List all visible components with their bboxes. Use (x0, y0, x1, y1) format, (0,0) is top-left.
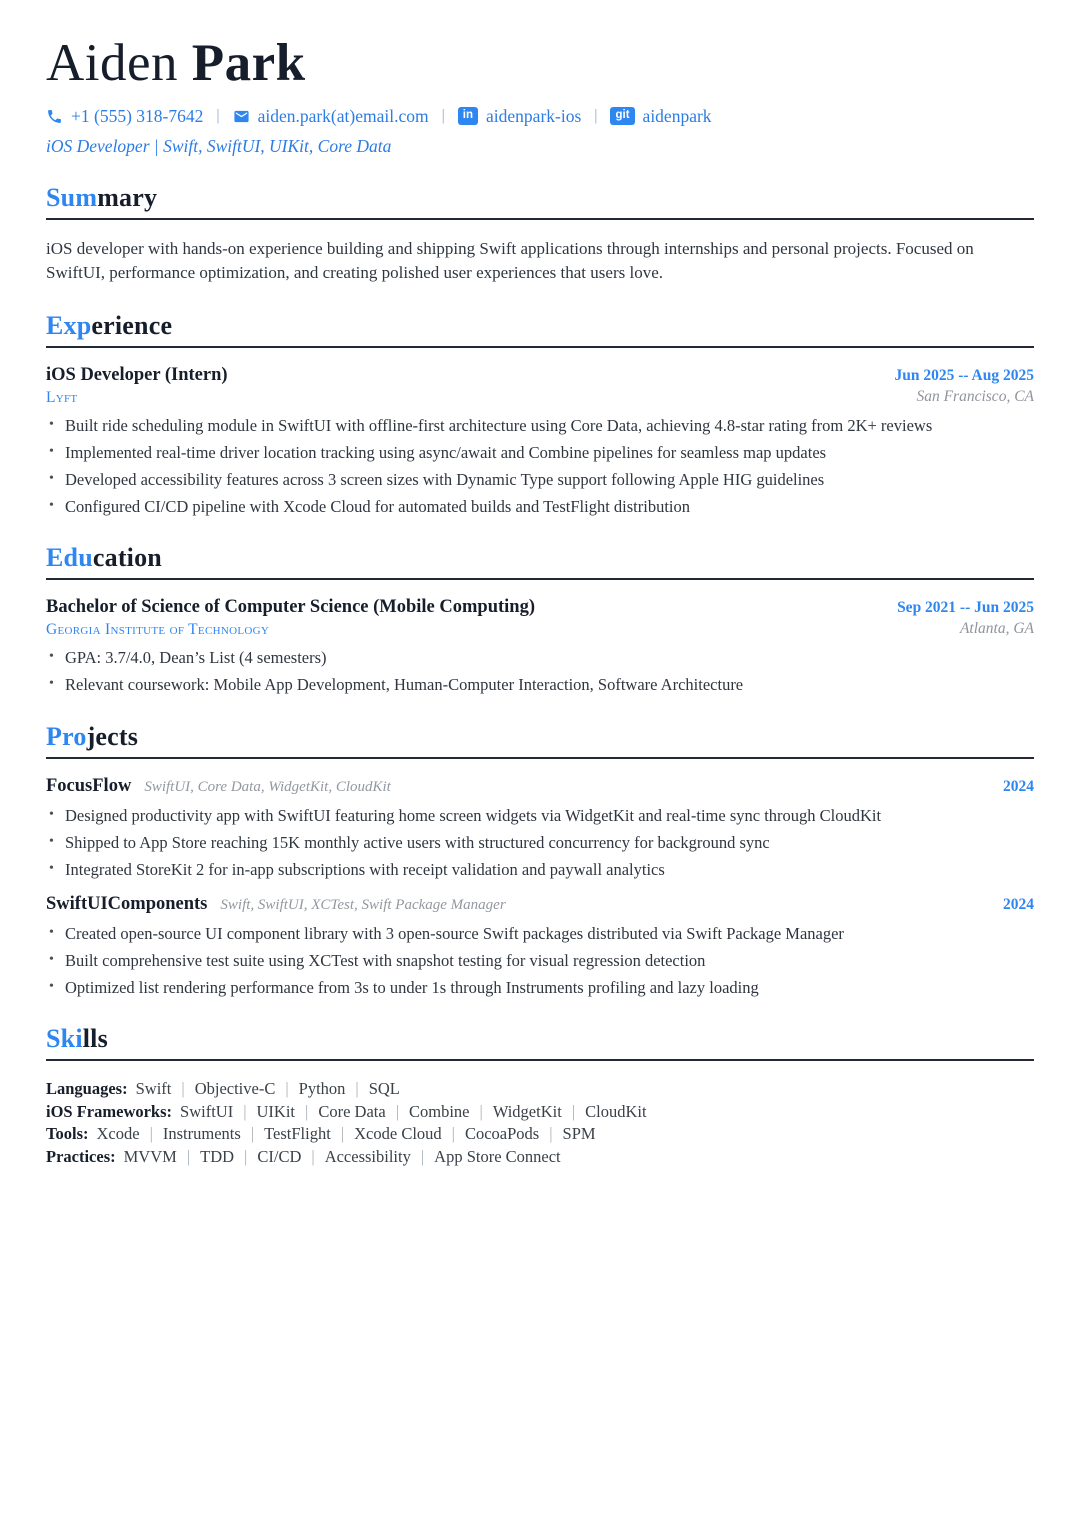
skill-item: Combine (409, 1101, 470, 1121)
git-icon: git (610, 107, 634, 125)
education-location: Atlanta, GA (959, 620, 1034, 638)
skill-separator: | (149, 1124, 153, 1144)
skill-item: CloudKit (585, 1101, 647, 1121)
skill-separator: | (305, 1101, 309, 1121)
skill-item: CI/CD (257, 1146, 302, 1166)
skill-separator: | (311, 1146, 315, 1166)
skills-heading (46, 1024, 1034, 1061)
skill-separator: | (355, 1079, 359, 1099)
project-entry (46, 894, 1034, 998)
skill-separator: | (479, 1101, 483, 1121)
project-bullets (46, 806, 1034, 880)
project-entry (46, 776, 1034, 880)
section-experience (46, 311, 1034, 517)
section-education (46, 543, 1034, 695)
skill-item: SPM (562, 1124, 596, 1144)
linkedin-link[interactable] (458, 106, 581, 127)
projects-heading (46, 722, 1034, 759)
bullet-item: • GPA: 3.7/4.0, Dean’s List (4 semesters) (46, 648, 1034, 668)
job-title: iOS Developer (Intern) (46, 364, 228, 385)
company-name: Lyft (46, 388, 78, 406)
email-icon (233, 108, 250, 125)
school-name: Georgia Institute of Technology (46, 621, 270, 639)
phone-link[interactable] (46, 106, 203, 127)
heading-accent: Exp (46, 310, 92, 340)
education-heading (46, 543, 1034, 580)
skill-item: Swift (135, 1079, 172, 1099)
contact-separator: | (594, 107, 598, 125)
education-bullets (46, 648, 1034, 695)
project-stack: Swift, SwiftUI, XCTest, Swift Package Manager (220, 896, 506, 913)
skill-separator: | (285, 1079, 289, 1099)
tagline: iOS Developer | Swift, SwiftUI, UIKit, Core Data (46, 135, 392, 156)
skill-item: Xcode (96, 1124, 140, 1144)
summary-text: iOS developer with hands-on experience building and shipping Swift applications through internships and personal projects. Focused on SwiftUI, performance optimization, and creating polished user experiences that users love. (46, 238, 974, 282)
bullet-item: • Configured CI/CD pipeline with Xcode Cloud for automated builds and TestFlight distribution (46, 497, 1034, 517)
skill-separator: | (420, 1146, 425, 1166)
project-bullets (46, 924, 1034, 998)
skill-separator: | (181, 1079, 185, 1099)
phone-icon (46, 108, 63, 125)
bullet-item: • Optimized list rendering performance from 3s to under 1s through Instruments profiling and lazy loading (46, 978, 1034, 998)
heading-rest: erience (91, 310, 173, 340)
skill-item: UIKit (256, 1101, 296, 1121)
skill-label: Practices: (46, 1146, 116, 1166)
skill-item: MVVM (123, 1146, 177, 1166)
skill-item: TestFlight (264, 1124, 331, 1144)
skill-row-languages (46, 1078, 1034, 1100)
skill-item: TDD (200, 1146, 235, 1166)
experience-entry (46, 365, 1034, 517)
project-date: 2024 (1003, 777, 1034, 795)
skill-separator: | (451, 1124, 455, 1144)
project-date: 2024 (1003, 895, 1034, 913)
job-location: San Francisco, CA (916, 387, 1034, 405)
resume-header (46, 36, 1034, 157)
bullet-item: • Designed productivity app with SwiftUI featuring home screen widgets via WidgetKit and real-time sync through CloudKit (46, 806, 1034, 826)
skill-item: Xcode Cloud (354, 1124, 442, 1144)
degree-title: Bachelor of Science of Computer Science (Mobile Computing) (46, 597, 535, 618)
linkedin-handle: aidenpark-ios (486, 105, 582, 126)
bullet-item: • Integrated StoreKit 2 for in-app subscriptions with receipt validation and paywall analytics (46, 860, 1034, 880)
github-handle: aidenpark (642, 105, 712, 126)
heading-accent: Edu (46, 543, 93, 573)
project-name: SwiftUIComponents (46, 893, 208, 914)
skill-item: SwiftUI (180, 1101, 234, 1121)
project-stack: SwiftUI, Core Data, WidgetKit, CloudKit (144, 778, 391, 795)
person-name (46, 36, 1034, 92)
skill-row-practices (46, 1146, 1034, 1168)
skill-separator: | (243, 1101, 247, 1121)
last-name: Park (191, 34, 306, 92)
email-address: aiden.park(at)email.com (257, 105, 429, 126)
email-link[interactable] (233, 106, 429, 127)
skill-item: Accessibility (324, 1146, 411, 1166)
bullet-item: • Developed accessibility features across 3 screen sizes with Dynamic Type support following Apple HIG guidelines (46, 470, 1034, 490)
skill-separator: | (244, 1146, 248, 1166)
experience-heading (46, 311, 1034, 348)
skill-item: App Store Connect (434, 1146, 561, 1166)
skill-row-frameworks (46, 1101, 1034, 1123)
summary-heading (46, 183, 1034, 220)
contact-separator: | (441, 107, 445, 125)
skill-item: Objective-C (194, 1079, 276, 1099)
skill-separator: | (340, 1124, 345, 1144)
skill-item: Python (298, 1079, 346, 1099)
skill-separator: | (549, 1124, 553, 1144)
heading-rest: mary (97, 182, 158, 212)
heading-rest: lls (82, 1024, 108, 1054)
contact-row (46, 106, 1034, 127)
phone-number: +1 (555) 318-7642 (71, 105, 204, 126)
education-dates: Sep 2021 -- Jun 2025 (897, 599, 1034, 617)
skill-label: iOS Frameworks: (46, 1101, 173, 1121)
heading-accent: Pro (46, 721, 87, 751)
skill-label: Tools: (46, 1124, 89, 1144)
job-dates: Jun 2025 -- Aug 2025 (894, 366, 1034, 384)
skill-label: Languages: (46, 1079, 128, 1099)
skill-separator: | (250, 1124, 255, 1144)
skill-separator: | (395, 1101, 399, 1121)
heading-rest: cation (92, 543, 162, 573)
bullet-item: • Implemented real-time driver location tracking using async/await and Combine pipelines for seamless map updates (46, 443, 1034, 463)
skill-separator: | (186, 1146, 191, 1166)
bullet-item: • Built ride scheduling module in SwiftUI with offline-first architecture using Core Data, achieving 4.8-star rating from 2K+ reviews (46, 416, 1034, 436)
skill-item: Instruments (162, 1124, 241, 1144)
education-entry (46, 597, 1034, 695)
skill-separator: | (571, 1101, 576, 1121)
contact-separator: | (216, 107, 220, 125)
skill-row-tools (46, 1123, 1034, 1145)
heading-rest: jects (86, 721, 139, 751)
section-projects (46, 722, 1034, 999)
section-skills (46, 1024, 1034, 1168)
bullet-item: • Shipped to App Store reaching 15K monthly active users with structured concurrency for background sync (46, 833, 1034, 853)
bullet-item: • Created open-source UI component library with 3 open-source Swift packages distributed via Swift Package Manager (46, 924, 1034, 944)
skill-item: WidgetKit (492, 1101, 562, 1121)
skill-item: SQL (368, 1079, 400, 1099)
first-name: Aiden (46, 34, 179, 92)
job-bullets (46, 416, 1034, 517)
heading-accent: Sum (46, 182, 98, 212)
linkedin-icon: in (458, 107, 478, 125)
bullet-item: • Relevant coursework: Mobile App Development, Human-Computer Interaction, Software Architecture (46, 675, 1034, 695)
github-link[interactable] (610, 106, 711, 127)
project-name: FocusFlow (46, 775, 132, 796)
section-summary (46, 183, 1034, 285)
bullet-item: • Built comprehensive test suite using XCTest with snapshot testing for visual regression detection (46, 951, 1034, 971)
heading-accent: Ski (46, 1024, 83, 1054)
skill-item: CocoaPods (464, 1124, 540, 1144)
skill-item: Core Data (318, 1101, 386, 1121)
